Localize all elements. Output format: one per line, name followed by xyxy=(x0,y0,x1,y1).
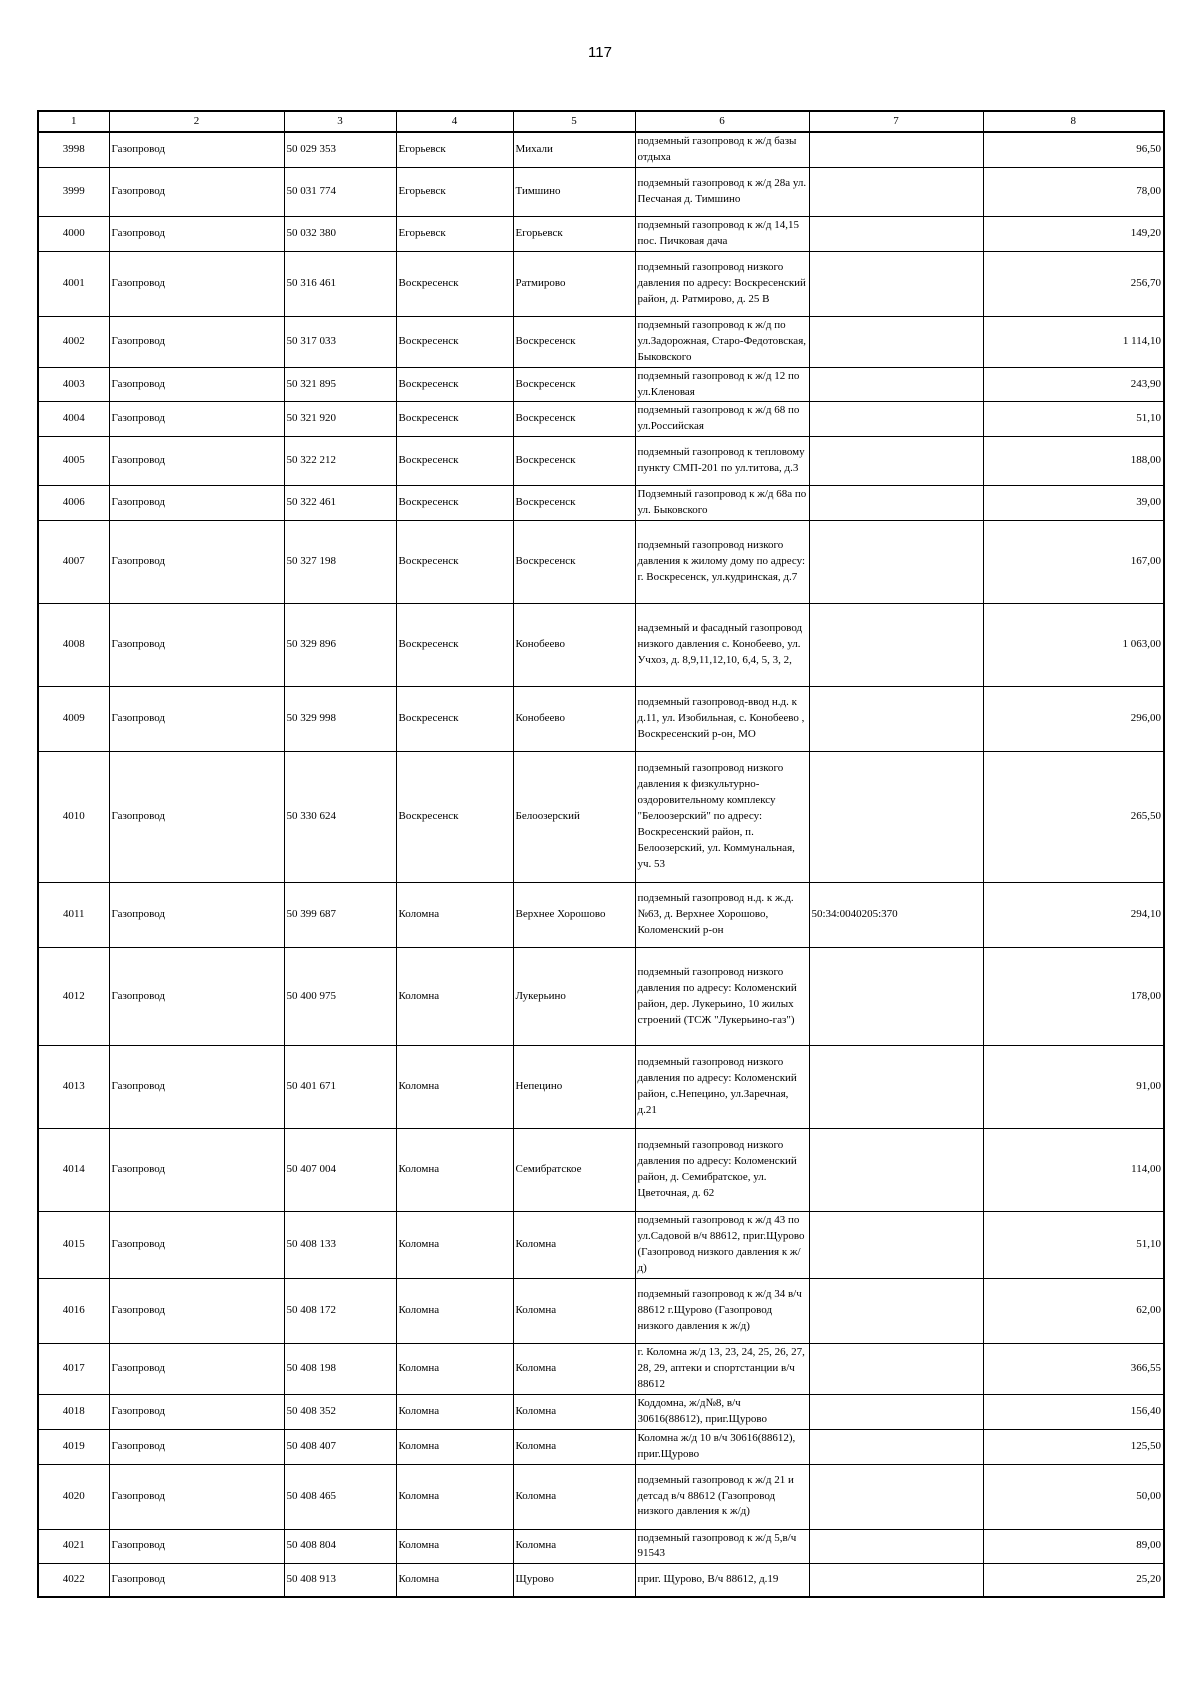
column-header: 7 xyxy=(809,111,983,132)
column-header: 5 xyxy=(513,111,635,132)
cell-city: Коломна xyxy=(396,1046,513,1129)
cell-type: Газопровод xyxy=(109,1394,284,1429)
cell-code: 50 031 774 xyxy=(284,167,396,216)
table-row xyxy=(38,367,1164,402)
cell-locality: Семибратское xyxy=(513,1129,635,1212)
cell-number: 4011 xyxy=(38,883,109,948)
cell-description: подземный газопровод низкого давления по адресу: Коломенский район, д. Семибратское, ул. Цветочная, д. 62 xyxy=(635,1129,809,1212)
page-number: 117 xyxy=(588,44,612,61)
cell-type: Газопровод xyxy=(109,883,284,948)
header-row xyxy=(38,111,1164,132)
cell-cadastral xyxy=(809,402,983,437)
table-row xyxy=(38,687,1164,752)
cell-length: 149,20 xyxy=(983,216,1164,251)
cell-description: надземный и фасадный газопровод низкого давления с. Конобеево, ул. Учхоз, д. 8,9,11,12,10, 6,4, 5, 3, 2, xyxy=(635,604,809,687)
cell-description: подземный газопровод к ж/д 43 по ул.Садовой в/ч 88612, приг.Щурово (Газопровод низкого давления к ж/д) xyxy=(635,1212,809,1279)
cell-city: Коломна xyxy=(396,1529,513,1564)
table-row xyxy=(38,1278,1164,1343)
cell-type: Газопровод xyxy=(109,1464,284,1529)
cell-length: 51,10 xyxy=(983,402,1164,437)
table-row xyxy=(38,402,1164,437)
cell-description: подземный газопровод низкого давления по адресу: Коломенский район, с.Непецино, ул.Заречная, д.21 xyxy=(635,1046,809,1129)
cell-description: Подземный газопровод к ж/д 68а по ул. Быковского xyxy=(635,486,809,521)
cell-locality: Коломна xyxy=(513,1464,635,1529)
cell-length: 243,90 xyxy=(983,367,1164,402)
cell-cadastral xyxy=(809,752,983,883)
cell-number: 4013 xyxy=(38,1046,109,1129)
cell-type: Газопровод xyxy=(109,1529,284,1564)
cell-code: 50 408 407 xyxy=(284,1429,396,1464)
cell-description: подземный газопровод к ж/д по ул.Задорожная, Старо-Федотовская, Быковского xyxy=(635,316,809,367)
table-row xyxy=(38,486,1164,521)
cell-type: Газопровод xyxy=(109,1212,284,1279)
cell-code: 50 399 687 xyxy=(284,883,396,948)
cell-code: 50 407 004 xyxy=(284,1129,396,1212)
cell-number: 4015 xyxy=(38,1212,109,1279)
cell-type: Газопровод xyxy=(109,402,284,437)
cell-number: 4022 xyxy=(38,1564,109,1597)
cell-length: 96,50 xyxy=(983,132,1164,167)
cell-code: 50 408 913 xyxy=(284,1564,396,1597)
table-row xyxy=(38,521,1164,604)
table-row xyxy=(38,1394,1164,1429)
cell-cadastral xyxy=(809,1529,983,1564)
cell-length: 91,00 xyxy=(983,1046,1164,1129)
cell-code: 50 316 461 xyxy=(284,251,396,316)
cell-locality: Конобеево xyxy=(513,604,635,687)
cell-city: Коломна xyxy=(396,1129,513,1212)
cell-cadastral xyxy=(809,1429,983,1464)
cell-cadastral xyxy=(809,948,983,1046)
cell-cadastral xyxy=(809,167,983,216)
cell-code: 50 329 896 xyxy=(284,604,396,687)
cell-locality: Воскресенск xyxy=(513,367,635,402)
cell-type: Газопровод xyxy=(109,948,284,1046)
cell-cadastral xyxy=(809,521,983,604)
table-row xyxy=(38,1212,1164,1279)
cell-length: 1 063,00 xyxy=(983,604,1164,687)
column-header: 3 xyxy=(284,111,396,132)
cell-length: 188,00 xyxy=(983,437,1164,486)
cell-length: 39,00 xyxy=(983,486,1164,521)
table-body xyxy=(38,132,1164,1597)
cell-description: подземный газопровод к ж/д базы отдыха xyxy=(635,132,809,167)
cell-locality: Белоозерский xyxy=(513,752,635,883)
cell-description: подземный газопровод к ж/д 12 по ул.Кленовая xyxy=(635,367,809,402)
cell-type: Газопровод xyxy=(109,1429,284,1464)
cell-city: Коломна xyxy=(396,948,513,1046)
cell-cadastral: 50:34:0040205:370 xyxy=(809,883,983,948)
table-row xyxy=(38,1046,1164,1129)
cell-description: подземный газопровод н.д. к ж.д. №63, д. Верхнее Хорошово, Коломенский р-он xyxy=(635,883,809,948)
cell-cadastral xyxy=(809,251,983,316)
cell-number: 3998 xyxy=(38,132,109,167)
cell-number: 4003 xyxy=(38,367,109,402)
cell-length: 156,40 xyxy=(983,1394,1164,1429)
cell-length: 366,55 xyxy=(983,1343,1164,1394)
cell-number: 4006 xyxy=(38,486,109,521)
cell-city: Коломна xyxy=(396,883,513,948)
cell-locality: Коломна xyxy=(513,1529,635,1564)
cell-code: 50 321 920 xyxy=(284,402,396,437)
cell-description: подземный газопровод к ж/д 34 в/ч 88612 г.Щурово (Газопровод низкого давления к ж/д) xyxy=(635,1278,809,1343)
cell-locality: Михали xyxy=(513,132,635,167)
cell-code: 50 408 133 xyxy=(284,1212,396,1279)
cell-type: Газопровод xyxy=(109,1278,284,1343)
cell-locality: Тимшино xyxy=(513,167,635,216)
cell-cadastral xyxy=(809,132,983,167)
cell-locality: Лукерьино xyxy=(513,948,635,1046)
cell-number: 4012 xyxy=(38,948,109,1046)
cell-type: Газопровод xyxy=(109,251,284,316)
cell-locality: Коломна xyxy=(513,1278,635,1343)
cell-city: Егорьевск xyxy=(396,132,513,167)
cell-locality: Коломна xyxy=(513,1212,635,1279)
cell-cadastral xyxy=(809,1564,983,1597)
cell-description: подземный газопровод низкого давления по адресу: Воскресенский район, д. Ратмирово, д. 25 В xyxy=(635,251,809,316)
cell-number: 4019 xyxy=(38,1429,109,1464)
cell-cadastral xyxy=(809,1212,983,1279)
cell-description: подземный газопровод к ж/д 21 и детсад в/ч 88612 (Газопровод низкого давления к ж/д) xyxy=(635,1464,809,1529)
cell-length: 125,50 xyxy=(983,1429,1164,1464)
cell-code: 50 029 353 xyxy=(284,132,396,167)
cell-cadastral xyxy=(809,316,983,367)
cell-length: 178,00 xyxy=(983,948,1164,1046)
cell-number: 4014 xyxy=(38,1129,109,1212)
cell-city: Воскресенск xyxy=(396,251,513,316)
cell-type: Газопровод xyxy=(109,1564,284,1597)
cell-locality: Щурово xyxy=(513,1564,635,1597)
cell-locality: Коломна xyxy=(513,1343,635,1394)
cell-description: подземный газопровод-ввод н.д. к д.11, ул. Изобильная, с. Конобеево , Воскресенский р-он, МО xyxy=(635,687,809,752)
cell-code: 50 321 895 xyxy=(284,367,396,402)
cell-city: Коломна xyxy=(396,1212,513,1279)
cell-city: Коломна xyxy=(396,1343,513,1394)
cell-cadastral xyxy=(809,437,983,486)
table-row xyxy=(38,1429,1164,1464)
cell-city: Воскресенск xyxy=(396,367,513,402)
cell-length: 296,00 xyxy=(983,687,1164,752)
cell-cadastral xyxy=(809,1464,983,1529)
cell-number: 4005 xyxy=(38,437,109,486)
column-header: 1 xyxy=(38,111,109,132)
cell-description: подземный газопровод к ж/д 14,15 пос. Пичковая дача xyxy=(635,216,809,251)
cell-cadastral xyxy=(809,1394,983,1429)
cell-description: Коддомна, ж/д№8, в/ч 30616(88612), приг.Щурово xyxy=(635,1394,809,1429)
cell-type: Газопровод xyxy=(109,752,284,883)
table-row xyxy=(38,251,1164,316)
table-row xyxy=(38,752,1164,883)
cell-code: 50 408 198 xyxy=(284,1343,396,1394)
column-header: 8 xyxy=(983,111,1164,132)
cell-length: 89,00 xyxy=(983,1529,1164,1564)
cell-locality: Коломна xyxy=(513,1394,635,1429)
cell-description: подземный газопровод к ж/д 28а ул. Песчаная д. Тимшино xyxy=(635,167,809,216)
cell-code: 50 322 212 xyxy=(284,437,396,486)
cell-cadastral xyxy=(809,1278,983,1343)
cell-cadastral xyxy=(809,216,983,251)
cell-type: Газопровод xyxy=(109,521,284,604)
table-row xyxy=(38,132,1164,167)
cell-number: 4008 xyxy=(38,604,109,687)
cell-cadastral xyxy=(809,1343,983,1394)
cell-type: Газопровод xyxy=(109,604,284,687)
cell-description: г. Коломна ж/д 13, 23, 24, 25, 26, 27, 28, 29, аптеки и спортстанции в/ч 88612 xyxy=(635,1343,809,1394)
cell-city: Коломна xyxy=(396,1564,513,1597)
cell-description: подземный газопровод к ж/д 5,в/ч 91543 xyxy=(635,1529,809,1564)
cell-length: 25,20 xyxy=(983,1564,1164,1597)
cell-number: 4021 xyxy=(38,1529,109,1564)
cell-code: 50 329 998 xyxy=(284,687,396,752)
cell-city: Воскресенск xyxy=(396,402,513,437)
cell-description: Коломна ж/д 10 в/ч 30616(88612), приг.Щурово xyxy=(635,1429,809,1464)
cell-city: Воскресенск xyxy=(396,316,513,367)
cell-locality: Непецино xyxy=(513,1046,635,1129)
cell-city: Коломна xyxy=(396,1429,513,1464)
table-row xyxy=(38,167,1164,216)
cell-length: 1 114,10 xyxy=(983,316,1164,367)
cell-code: 50 317 033 xyxy=(284,316,396,367)
registry-table xyxy=(37,110,1165,1598)
cell-city: Коломна xyxy=(396,1464,513,1529)
cell-code: 50 327 198 xyxy=(284,521,396,604)
cell-description: подземный газопровод низкого давления по адресу: Коломенский район, дер. Лукерьино, 10 жилых строений (ТСЖ "Лукерьино-газ") xyxy=(635,948,809,1046)
cell-number: 4009 xyxy=(38,687,109,752)
cell-type: Газопровод xyxy=(109,367,284,402)
cell-description: подземный газопровод низкого давления к физкультурно-оздоровительному комплексу "Белоозерский" по адресу: Воскресенский район, п. Белоозерский, ул. Коммунальная, уч. 53 xyxy=(635,752,809,883)
cell-type: Газопровод xyxy=(109,486,284,521)
cell-cadastral xyxy=(809,687,983,752)
cell-city: Коломна xyxy=(396,1394,513,1429)
table-row xyxy=(38,216,1164,251)
cell-locality: Воскресенск xyxy=(513,437,635,486)
cell-cadastral xyxy=(809,1129,983,1212)
cell-code: 50 330 624 xyxy=(284,752,396,883)
cell-type: Газопровод xyxy=(109,216,284,251)
column-header: 4 xyxy=(396,111,513,132)
cell-number: 3999 xyxy=(38,167,109,216)
cell-locality: Егорьевск xyxy=(513,216,635,251)
cell-type: Газопровод xyxy=(109,437,284,486)
cell-code: 50 408 465 xyxy=(284,1464,396,1529)
table-row xyxy=(38,948,1164,1046)
cell-code: 50 322 461 xyxy=(284,486,396,521)
cell-city: Егорьевск xyxy=(396,216,513,251)
cell-description: подземный газопровод низкого давления к жилому дому по адресу: г. Воскресенск, ул.кудринская, д.7 xyxy=(635,521,809,604)
table-row xyxy=(38,1343,1164,1394)
cell-locality: Конобеево xyxy=(513,687,635,752)
cell-type: Газопровод xyxy=(109,132,284,167)
cell-city: Воскресенск xyxy=(396,521,513,604)
cell-cadastral xyxy=(809,1046,983,1129)
cell-type: Газопровод xyxy=(109,316,284,367)
cell-length: 51,10 xyxy=(983,1212,1164,1279)
cell-cadastral xyxy=(809,604,983,687)
cell-locality: Коломна xyxy=(513,1429,635,1464)
column-header: 2 xyxy=(109,111,284,132)
cell-city: Воскресенск xyxy=(396,687,513,752)
cell-number: 4018 xyxy=(38,1394,109,1429)
cell-length: 78,00 xyxy=(983,167,1164,216)
cell-city: Егорьевск xyxy=(396,167,513,216)
table-row xyxy=(38,1529,1164,1564)
cell-number: 4002 xyxy=(38,316,109,367)
cell-city: Воскресенск xyxy=(396,604,513,687)
cell-number: 4000 xyxy=(38,216,109,251)
cell-locality: Верхнее Хорошово xyxy=(513,883,635,948)
table-row xyxy=(38,316,1164,367)
cell-locality: Воскресенск xyxy=(513,316,635,367)
table-row xyxy=(38,1564,1164,1597)
cell-locality: Воскресенск xyxy=(513,402,635,437)
cell-length: 50,00 xyxy=(983,1464,1164,1529)
cell-type: Газопровод xyxy=(109,1129,284,1212)
cell-number: 4016 xyxy=(38,1278,109,1343)
cell-number: 4010 xyxy=(38,752,109,883)
table-row xyxy=(38,604,1164,687)
cell-description: подземный газопровод к тепловому пункту СМП-201 по ул.титова, д.3 xyxy=(635,437,809,486)
cell-length: 294,10 xyxy=(983,883,1164,948)
cell-length: 114,00 xyxy=(983,1129,1164,1212)
cell-cadastral xyxy=(809,486,983,521)
cell-locality: Ратмирово xyxy=(513,251,635,316)
cell-code: 50 408 804 xyxy=(284,1529,396,1564)
table-header xyxy=(38,111,1164,132)
cell-cadastral xyxy=(809,367,983,402)
cell-code: 50 400 975 xyxy=(284,948,396,1046)
cell-city: Воскресенск xyxy=(396,486,513,521)
cell-number: 4004 xyxy=(38,402,109,437)
cell-type: Газопровод xyxy=(109,167,284,216)
cell-number: 4017 xyxy=(38,1343,109,1394)
cell-length: 62,00 xyxy=(983,1278,1164,1343)
cell-number: 4007 xyxy=(38,521,109,604)
cell-number: 4020 xyxy=(38,1464,109,1529)
table-row xyxy=(38,883,1164,948)
cell-type: Газопровод xyxy=(109,1343,284,1394)
cell-code: 50 408 172 xyxy=(284,1278,396,1343)
cell-city: Воскресенск xyxy=(396,437,513,486)
cell-number: 4001 xyxy=(38,251,109,316)
cell-length: 265,50 xyxy=(983,752,1164,883)
cell-code: 50 032 380 xyxy=(284,216,396,251)
cell-city: Коломна xyxy=(396,1278,513,1343)
table-row xyxy=(38,1464,1164,1529)
cell-city: Воскресенск xyxy=(396,752,513,883)
cell-description: приг. Щурово, В/ч 88612, д.19 xyxy=(635,1564,809,1597)
column-header: 6 xyxy=(635,111,809,132)
cell-locality: Воскресенск xyxy=(513,521,635,604)
cell-code: 50 408 352 xyxy=(284,1394,396,1429)
table-row xyxy=(38,437,1164,486)
cell-type: Газопровод xyxy=(109,687,284,752)
table-row xyxy=(38,1129,1164,1212)
cell-locality: Воскресенск xyxy=(513,486,635,521)
cell-length: 167,00 xyxy=(983,521,1164,604)
cell-code: 50 401 671 xyxy=(284,1046,396,1129)
cell-length: 256,70 xyxy=(983,251,1164,316)
cell-type: Газопровод xyxy=(109,1046,284,1129)
cell-description: подземный газопровод к ж/д 68 по ул.Российская xyxy=(635,402,809,437)
